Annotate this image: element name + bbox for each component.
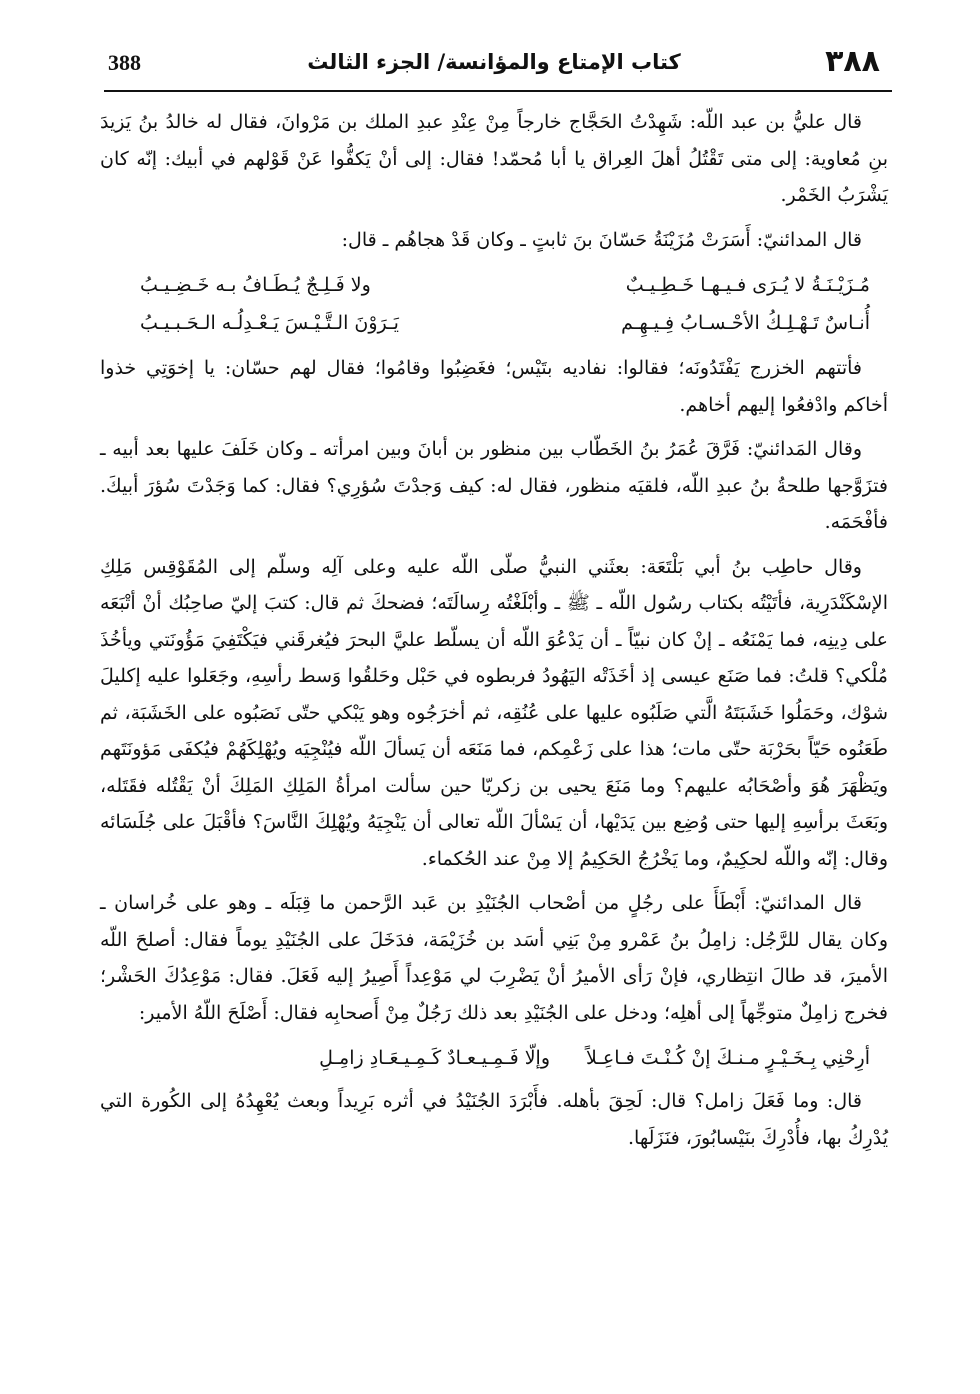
page-header: [108, 44, 880, 88]
page-number-arabic: ٣٨٨: [825, 44, 880, 79]
page-number-latin: 388: [108, 50, 141, 75]
verse-line: [140, 304, 870, 342]
verse-hemistich-second: ولا فَـلِـجٌ يُـطَـافُ بـه خَـضِـيـبُ: [140, 274, 371, 296]
paragraph-4: وقال المَدائنيّ: فَرَّقَ عُمَرُ بنُ الخَطّاب بين منظور بن أبانَ وبين امرأته ـ وكان خَلَفَ عليها بعد أبيه ـ فتزَوَّجها طلحةُ بنُ عبدِ اللّه، فلقيَه منظور، فقال له: كيف وَجدْتَ سُؤرِي؟ فقال: كما وَجَدْتَ سُؤرَ أبيكَ. فأفْحَمَه.: [100, 438, 888, 533]
verse-hemistich-first: أُنـاسٌ تَـهْـلِـكُ الأحْـسـابُ فِـيـهِـم: [621, 312, 870, 334]
page-body: [100, 104, 888, 1164]
paragraph-2: قال المدائنيّ: أَسَرَتْ مُزَيْنَةُ حَسّانَ بنَ ثابتٍ ـ وكان قَدْ هجاهُم ـ قال:: [341, 228, 862, 251]
poem-zamil: [100, 1039, 888, 1077]
paragraph-3: فأتتهم الخزرج يَفْتَدُونَه؛ فقالوا: نفاديه بتَيْس؛ فغَضِبُوا وقامُوا؛ فقال لهم حسّان: يا إخوَتِي خذوا أخاكم وادْفعُوا إليهم أخاهم.: [100, 357, 888, 416]
verse-line: [140, 1039, 870, 1077]
paragraph-1: قال عليُّ بن عبد اللّه: شَهِدْتُ الحَجَّاج خارجاً مِنْ عِنْدِ عبدِ الملك بن مَرْوانَ، فقال له خالدُ بنُ يَزيدَ بنِ مُعاوية: إلى متى تَقْتُلُ أهلَ العِراق يا أبا مُحمّد! فقال: إلى أنْ يَكفُّوا عَنْ قَوْلهم في أبيك: إنّه كان يَشْرَبُ الخَمْر.: [100, 111, 888, 206]
verse-hemistich-second: يَـرَوْنَ الـتَّـيْـسَ يَـعْـدِلُـه الـحَـبـيـبُ: [140, 312, 399, 334]
paragraph-6: قال المدائنيّ: أَبْطَأَ على رجُلٍ من أصْحاب الجُنَيْدِ بن عَبد الرَّحمن ما قِبَلَه ـ وهو على خُراسان ـ وكان يقال للرَّجُل: زامِلُ بنُ عَمْرو مِنْ بَنِي أسَد بن خُزَيْمَة، فدَخَلَ على الجُنَيْدِ يوماً فقال: أصلحَ اللّه الأميرَ، قد طالَ انتِظاري، فإنْ رَأى الأميرُ أنْ يَضْرِبَ لي مَوْعِداً أَصِيرُ إليه فَعَلَ. فقال: مَوْعِدُكَ الحَشْر؛ فخرج زامِلٌ متوجِّهاً إلى أهلِه؛ ودخل على الجُنَيْدِ بعد ذلك رَجُلٌ مِنْ أَصحابِه فقال: أَصْلَحَ اللّهُ الأمير:: [100, 892, 888, 1024]
paragraph-5: وقال حاطِب بنُ أبي بَلْتَعَة: بعثَني النبيُّ صلّى اللّه عليه وعلى آلِه وسلّم إلى المُقَوْقِس مَلِكِ الإسْكَنْدَرِية، فأتَيْتُه بكتاب رسُول اللّه ـ ﷺ ـ وأبْلَغْتُه رِسالَتَه؛ فضحكَ ثم قال: كتبَ إليّ صاحِبُك أنْ أتْبَعَه على دِينِه، فما يَمْنَعُه ـ إنْ كان نبيّاً ـ أن يَدْعُوَ اللّه أن يسلّط عليَّ البحرَ فيُغرقَني فيَكْتَفِيَ مَؤُونَتي ويأخُذَ مُلْكي؟ قلتُ: فما صَنَع عيسى إذ أخَذَتْه اليَهُودُ فربطوه في حَبْل وحَلقُوا وَسط رأسِهِ، وجَعَلوا عليه إكليلَ شوْك، وحَمَلُوا خَشَبَتَهُ الَّتي صَلَبُوه عليها على عُنُقِه، ثم أخرَجُوه وهو يَبْكي حتّى نَصَبُوه على الخَشَبَة، ثم طَعَنُوه حَيّاً بحَرْبَة حتّى مات؛ هذا على زَعْمِكم، فما مَنَعَه أن يَسألَ اللّه فيُنْجِيَه ويُهْلِكَهُمْ فيُكفَى مَؤونَتَهم ويَظْهَرَ هُوَ وأصْحَابُه عليهم؟ وما مَنَعَ يحيى بن زكريّا حين سألت امرأةُ المَلِكِ المَلِكَ أنْ يَقْتُله فقَتَله، وبَعَثَ برأسِهِ إليها حتى وُضِع بين يَدَيْها، أن يَسْألَ اللّه تعالى أن يَنْجِيَهُ ويُهْلِكَ النَّاسَ؟ فأقْبَلَ على جُلَسَائه وقال: إنّه واللّه لحكِيمٌ، وما يَخْرُجُ الحَكِيمُ إلا مِنْ عند الحُكماء.: [100, 555, 888, 870]
verse-hemistich-first: أرِحْنِي بِـخَـيْـرٍ مـنـكَ إنْ كُـنْـتَ فـاعِـلاً: [586, 1047, 870, 1069]
paragraph-7: قال: وما فَعَلَ زامل؟ قال: لَحِقَ بأهله. فأَبْرَدَ الجُنَيْدُ في أثره بَرِيداً وبعث يُعْهِدُهُ إلى الكُورة التي يُدْرِكُ بها، فأُدْرِكَ بنَيْسابُورَ، فنَزَلَها.: [100, 1090, 888, 1149]
verse-hemistich-first: مُـزَيْـنَـةُ لا يُـرَى فـيـهـا خَـطِـيـبٌ: [625, 274, 870, 296]
verse-line: [140, 266, 870, 304]
header-rule: [104, 90, 892, 92]
poem-hassan: [100, 266, 888, 342]
verse-hemistich-second: وإلّا فَـمِـيـعـادٌ كَـمِـيـعَـادِ زامِـلِ: [319, 1047, 551, 1069]
running-title: كتاب الإمتاع والمؤانسة/ الجزء الثالث: [307, 50, 681, 74]
